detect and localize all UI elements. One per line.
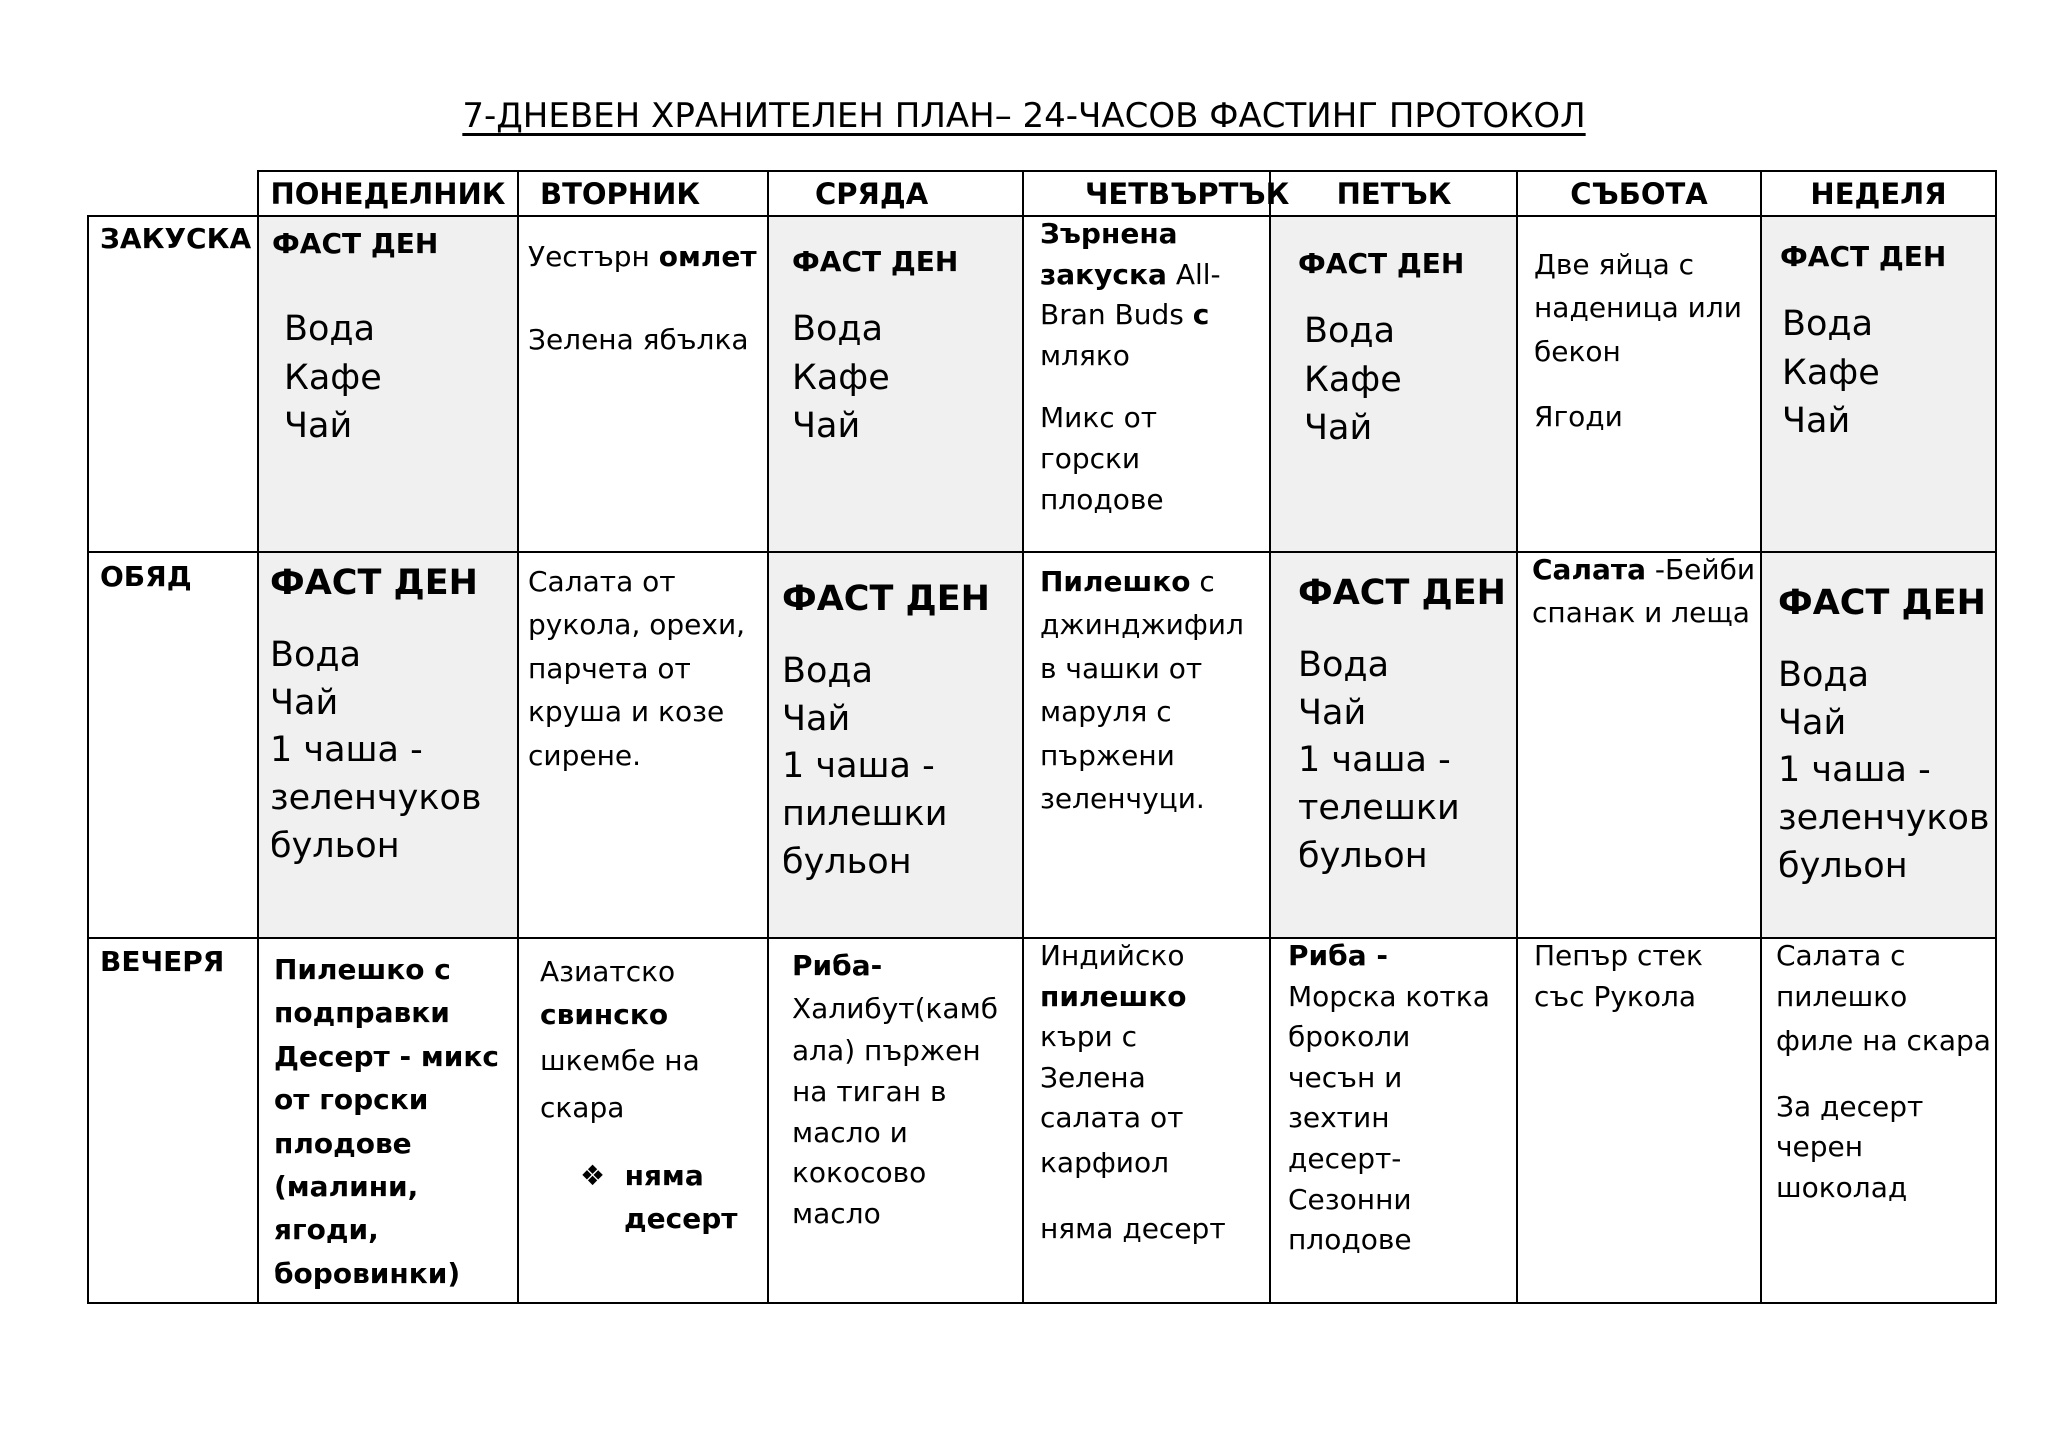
- fast-day-label: ФАСТ ДЕН: [782, 579, 990, 619]
- cell-dinner-friday: [1288, 936, 1490, 1261]
- text: За десерт: [1776, 1089, 1924, 1123]
- text: Пепър стек: [1534, 939, 1703, 972]
- text: маруля с: [1040, 695, 1172, 729]
- cell-dinner-thursday: [1040, 936, 1226, 1249]
- cell-lunch-saturday: [1532, 548, 1755, 635]
- text: Халибут(камб: [792, 991, 998, 1025]
- item: 1 чаша -: [782, 746, 935, 787]
- item: Вода: [1298, 645, 1390, 686]
- grid-line-bottom: [87, 1302, 1997, 1304]
- text: зеленчуци.: [1040, 781, 1205, 815]
- text: плодове: [1288, 1223, 1412, 1257]
- row-label-dinner: ВЕЧЕРЯ: [100, 945, 225, 978]
- item: Чай: [1782, 400, 1851, 441]
- cell-dinner-monday: [274, 948, 499, 1295]
- text-bold: пилешко: [1040, 979, 1187, 1013]
- text: Ягоди: [1534, 400, 1623, 434]
- cell-breakfast-sunday: [1780, 235, 1946, 445]
- item: Вода: [1778, 655, 1870, 696]
- item: 1 чаша -: [1298, 740, 1451, 781]
- item: зеленчуков: [1778, 798, 1990, 839]
- text-bold: с: [1192, 298, 1210, 332]
- text: Зелена: [1040, 1060, 1146, 1094]
- text-bold: омлет: [658, 240, 757, 273]
- cell-dinner-tuesday: [540, 950, 737, 1241]
- text: масло: [792, 1196, 881, 1230]
- text: на тиган в: [792, 1074, 947, 1108]
- text-bold: Риба -: [1288, 939, 1388, 972]
- item: Чай: [1304, 407, 1373, 448]
- text: черен: [1776, 1130, 1864, 1164]
- cell-breakfast-saturday: [1534, 243, 1742, 439]
- text-bold: (малини,: [274, 1169, 419, 1203]
- grid-col-4: [1022, 170, 1024, 1304]
- header-friday: ПЕТЪК: [1336, 177, 1452, 211]
- text: наденица или: [1534, 291, 1742, 325]
- text: Уестърн: [528, 240, 659, 273]
- item: телешки: [1298, 788, 1460, 829]
- text: пилешко: [1776, 979, 1908, 1013]
- fast-day-label: ФАСТ ДЕН: [1778, 583, 1986, 623]
- header-monday: ПОНЕДЕЛНИК: [270, 177, 506, 211]
- text: Две яйца с: [1534, 248, 1695, 281]
- grid-col-3: [767, 170, 769, 1304]
- text: Микс от: [1040, 401, 1158, 435]
- text-bold: Зърнена: [1040, 217, 1178, 250]
- text: круша и козе: [528, 695, 725, 729]
- item: бульон: [1298, 835, 1428, 876]
- text: със Рукола: [1534, 979, 1697, 1013]
- text: Азиатско: [540, 955, 676, 988]
- row-label-breakfast: ЗАКУСКА: [100, 222, 252, 255]
- grid-col-6: [1516, 170, 1518, 1304]
- item: Кафе: [1304, 359, 1402, 400]
- text: сирене.: [528, 738, 642, 772]
- grid-col-1: [257, 170, 259, 1304]
- text: няма десерт: [1040, 1211, 1226, 1245]
- text: шоколад: [1776, 1170, 1908, 1204]
- text-bold: Пилешко с: [274, 953, 451, 986]
- item: бульон: [270, 825, 400, 866]
- text: горски: [1040, 441, 1141, 475]
- cell-breakfast-friday: [1298, 242, 1464, 452]
- item: Вода: [284, 309, 376, 350]
- fast-day-label: ФАСТ ДЕН: [1298, 573, 1506, 613]
- text: All-: [1166, 257, 1221, 291]
- text: шкембе на: [540, 1043, 700, 1077]
- header-wednesday: СРЯДА: [815, 177, 929, 211]
- text-bold: Салата: [1532, 553, 1646, 586]
- text: Зелена ябълка: [528, 323, 749, 357]
- item: Чай: [792, 405, 861, 446]
- fast-day-label: ФАСТ ДЕН: [270, 563, 478, 603]
- item: Чай: [270, 682, 339, 723]
- text-bold: няма: [624, 1158, 704, 1192]
- item: Кафе: [792, 357, 890, 398]
- text: ала) пържен: [792, 1034, 981, 1068]
- text: мляко: [1040, 338, 1130, 372]
- text: чесън и: [1288, 1060, 1403, 1094]
- item: бульон: [782, 841, 912, 882]
- item: пилешки: [782, 794, 948, 835]
- text-bold: плодове: [274, 1126, 412, 1160]
- cell-dinner-sunday: [1776, 936, 1991, 1209]
- text: Морска котка: [1288, 979, 1490, 1013]
- text: Индийско: [1040, 939, 1185, 972]
- cell-breakfast-thursday: [1040, 214, 1221, 520]
- header-saturday: СЪБОТА: [1570, 177, 1708, 211]
- header-sunday: НЕДЕЛЯ: [1810, 177, 1947, 211]
- grid-col-2: [517, 170, 519, 1304]
- grid-col-7: [1760, 170, 1762, 1304]
- text: бекон: [1534, 334, 1621, 368]
- grid-col-8: [1995, 170, 1997, 1304]
- text-bold: от горски: [274, 1083, 429, 1117]
- fast-day-label: ФАСТ ДЕН: [1298, 247, 1465, 280]
- text: джинджифил: [1040, 608, 1244, 642]
- text-bold: ягоди,: [274, 1213, 379, 1247]
- cell-dinner-saturday: [1534, 936, 1703, 1017]
- text: парчета от: [528, 651, 691, 685]
- text: Салата от: [528, 565, 676, 598]
- text-bold: Десерт - микс: [274, 1039, 500, 1073]
- diamond-bullet-icon: ❖: [580, 1158, 606, 1192]
- text-bold: Пилешко: [1040, 565, 1191, 598]
- fast-day-label: ФАСТ ДЕН: [792, 245, 959, 278]
- item: 1 чаша -: [1778, 750, 1931, 791]
- text: скара: [540, 1091, 625, 1125]
- text-bold: свинско: [540, 998, 669, 1032]
- fast-day-label: ФАСТ ДЕН: [1780, 240, 1947, 273]
- text: броколи: [1288, 1020, 1411, 1054]
- text: зехтин: [1288, 1101, 1390, 1135]
- header-tuesday: ВТОРНИК: [540, 177, 701, 211]
- text: Салата с: [1776, 939, 1906, 972]
- cell-lunch-tuesday: [528, 560, 745, 777]
- item: Вода: [1782, 304, 1874, 345]
- item: Чай: [782, 698, 851, 739]
- header-thursday: ЧЕТВЪРТЪК: [1085, 177, 1290, 211]
- item: Вода: [792, 309, 884, 350]
- cell-breakfast-wednesday: [792, 240, 958, 450]
- text: плодове: [1040, 482, 1164, 516]
- item: Вода: [1304, 311, 1396, 352]
- item: Вода: [270, 635, 362, 676]
- item: Чай: [284, 405, 353, 446]
- cell-breakfast-monday: [272, 222, 438, 450]
- cell-lunch-sunday: [1778, 576, 1990, 890]
- item: зеленчуков: [270, 778, 482, 819]
- text: пържени: [1040, 738, 1175, 772]
- cell-lunch-friday: [1298, 566, 1506, 880]
- text: кокосово: [792, 1156, 927, 1190]
- text-bold: подправки: [274, 996, 450, 1030]
- cell-lunch-thursday: [1040, 560, 1244, 820]
- text: Bran Buds: [1040, 298, 1193, 332]
- item: Вода: [782, 651, 874, 692]
- cell-lunch-monday: [270, 556, 482, 870]
- text-bold: Риба-: [792, 949, 883, 982]
- cell-breakfast-tuesday: [528, 235, 757, 362]
- text: салата от: [1040, 1101, 1184, 1135]
- text: с: [1190, 565, 1215, 598]
- page-title: 7-ДНЕВЕН ХРАНИТЕЛЕН ПЛАН– 24-ЧАСОВ ФАСТИНГ ПРОТОКОЛ: [462, 96, 1586, 136]
- text-bold: десерт: [624, 1202, 738, 1236]
- text: спанак и леща: [1532, 596, 1750, 630]
- item: Кафе: [1782, 352, 1880, 393]
- item: Кафе: [284, 357, 382, 398]
- item: бульон: [1778, 845, 1908, 886]
- fast-day-label: ФАСТ ДЕН: [272, 227, 439, 260]
- text: -Бейби: [1645, 553, 1756, 586]
- text: рукола, орехи,: [528, 608, 746, 642]
- text-bold: боровинки): [274, 1256, 461, 1290]
- item: Чай: [1298, 692, 1367, 733]
- text-bold: закуска: [1040, 257, 1167, 291]
- grid-col-5: [1269, 170, 1271, 1304]
- text: Сезонни: [1288, 1182, 1412, 1216]
- grid-col-0: [87, 215, 89, 1304]
- text: в чашки от: [1040, 651, 1203, 685]
- row-label-lunch: ОБЯД: [100, 560, 192, 593]
- text: филе на скара: [1776, 1024, 1991, 1058]
- text: къри с: [1040, 1020, 1137, 1054]
- text: десерт-: [1288, 1141, 1402, 1175]
- cell-lunch-wednesday: [782, 572, 990, 886]
- cell-dinner-wednesday: [792, 946, 998, 1234]
- text: карфиол: [1040, 1145, 1170, 1179]
- text: масло и: [792, 1115, 908, 1149]
- item: Чай: [1778, 702, 1847, 743]
- item: 1 чаша -: [270, 730, 423, 771]
